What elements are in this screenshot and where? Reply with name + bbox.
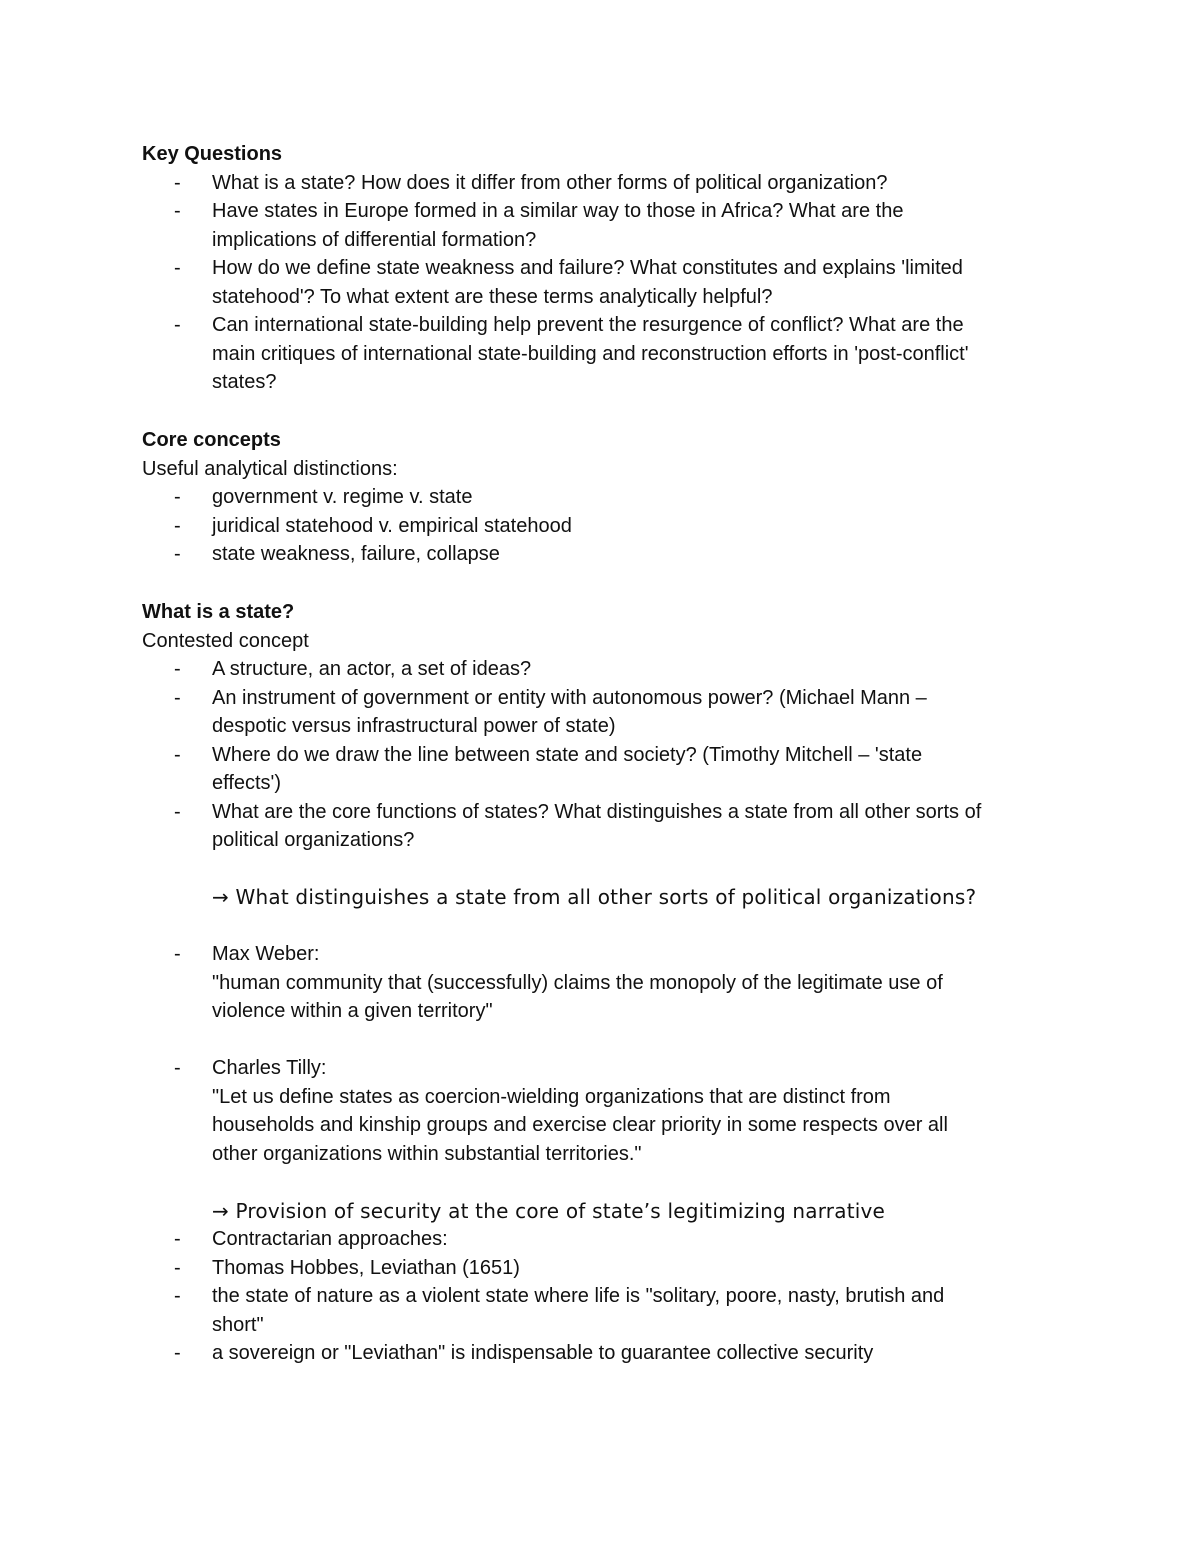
list-item: - juridical statehood v. empirical statehood bbox=[142, 512, 1050, 541]
list-item: - An instrument of government or entity with autonomous power? (Michael Mann – despotic versus infrastructural power of state) bbox=[142, 684, 1050, 741]
list-item: - Thomas Hobbes, Leviathan (1651) bbox=[142, 1254, 1050, 1283]
dash-bullet: - bbox=[174, 658, 181, 680]
dash-bullet: - bbox=[174, 257, 181, 279]
tilly-list bbox=[142, 1054, 1050, 1168]
dash-bullet: - bbox=[174, 486, 181, 508]
dash-bullet: - bbox=[174, 1057, 181, 1079]
list-item: - state weakness, failure, collapse bbox=[142, 540, 1050, 569]
list-item: - government v. regime v. state bbox=[142, 483, 1050, 512]
dash-bullet: - bbox=[174, 514, 181, 537]
list-item-tilly: - Charles Tilly: "Let us define states as coercion-wielding organizations that are distinct from households and kinship groups and exercise clear priority in some respects over all other organizations within substantial territories." bbox=[142, 1054, 1050, 1168]
arrow-note-distinguishes: → What distinguishes a state from all other sorts of political organizations? bbox=[212, 885, 977, 909]
list-item: - the state of nature as a violent state where life is "solitary, poore, nasty, brutish and short" bbox=[142, 1282, 1050, 1339]
list-item-weber: - Max Weber: "human community that (successfully) claims the monopoly of the legitimate use of violence within a given territory" bbox=[142, 940, 1050, 1026]
core-concepts-intro: Useful analytical distinctions: bbox=[142, 457, 398, 480]
key-questions-list bbox=[142, 169, 1050, 397]
dash-bullet: - bbox=[174, 200, 181, 222]
contractarian-list bbox=[142, 1225, 1050, 1368]
dash-bullet: - bbox=[174, 1256, 181, 1279]
what-is-state-heading: What is a state? bbox=[142, 601, 295, 623]
list-item: - What is a state? How does it differ from other forms of political organization? bbox=[142, 169, 1050, 198]
dash-bullet: - bbox=[174, 943, 181, 965]
list-item: - Have states in Europe formed in a similar way to those in Africa? What are the implications of differential formation? bbox=[142, 197, 1050, 254]
list-item: - A structure, an actor, a set of ideas? bbox=[142, 655, 1050, 684]
dash-bullet: - bbox=[174, 1228, 181, 1250]
dash-bullet: - bbox=[174, 543, 181, 565]
list-item: - What are the core functions of states? What distinguishes a state from all other sorts of political organizations? bbox=[142, 798, 1050, 855]
dash-bullet: - bbox=[174, 1342, 181, 1364]
dash-bullet: - bbox=[174, 743, 181, 766]
dash-bullet: - bbox=[174, 686, 181, 709]
dash-bullet: - bbox=[174, 800, 181, 823]
what-is-state-intro: Contested concept bbox=[142, 629, 309, 652]
list-item: - How do we define state weakness and failure? What constitutes and explains 'limited statehood'? To what extent are these terms analytically helpful? bbox=[142, 254, 1050, 311]
dash-bullet: - bbox=[174, 171, 181, 194]
core-concepts-heading: Core concepts bbox=[142, 429, 281, 451]
key-questions-heading: Key Questions bbox=[142, 143, 283, 165]
list-item: - Can international state-building help prevent the resurgence of conflict? What are the main critiques of international state-building and reconstruction efforts in 'post-conflict' states? bbox=[142, 311, 1050, 397]
list-item: - Where do we draw the line between state and society? (Timothy Mitchell – 'state effects') bbox=[142, 741, 1050, 798]
list-item: - Contractarian approaches: bbox=[142, 1225, 1050, 1254]
dash-bullet: - bbox=[174, 1285, 181, 1307]
list-item: - a sovereign or "Leviathan" is indispensable to guarantee collective security bbox=[142, 1339, 1050, 1368]
weber-list bbox=[142, 940, 1050, 1026]
arrow-note-security: → Provision of security at the core of state’s legitimizing narrative bbox=[212, 1198, 886, 1223]
what-is-state-list bbox=[142, 655, 1050, 855]
dash-bullet: - bbox=[174, 314, 181, 336]
core-concepts-list bbox=[142, 483, 1050, 569]
